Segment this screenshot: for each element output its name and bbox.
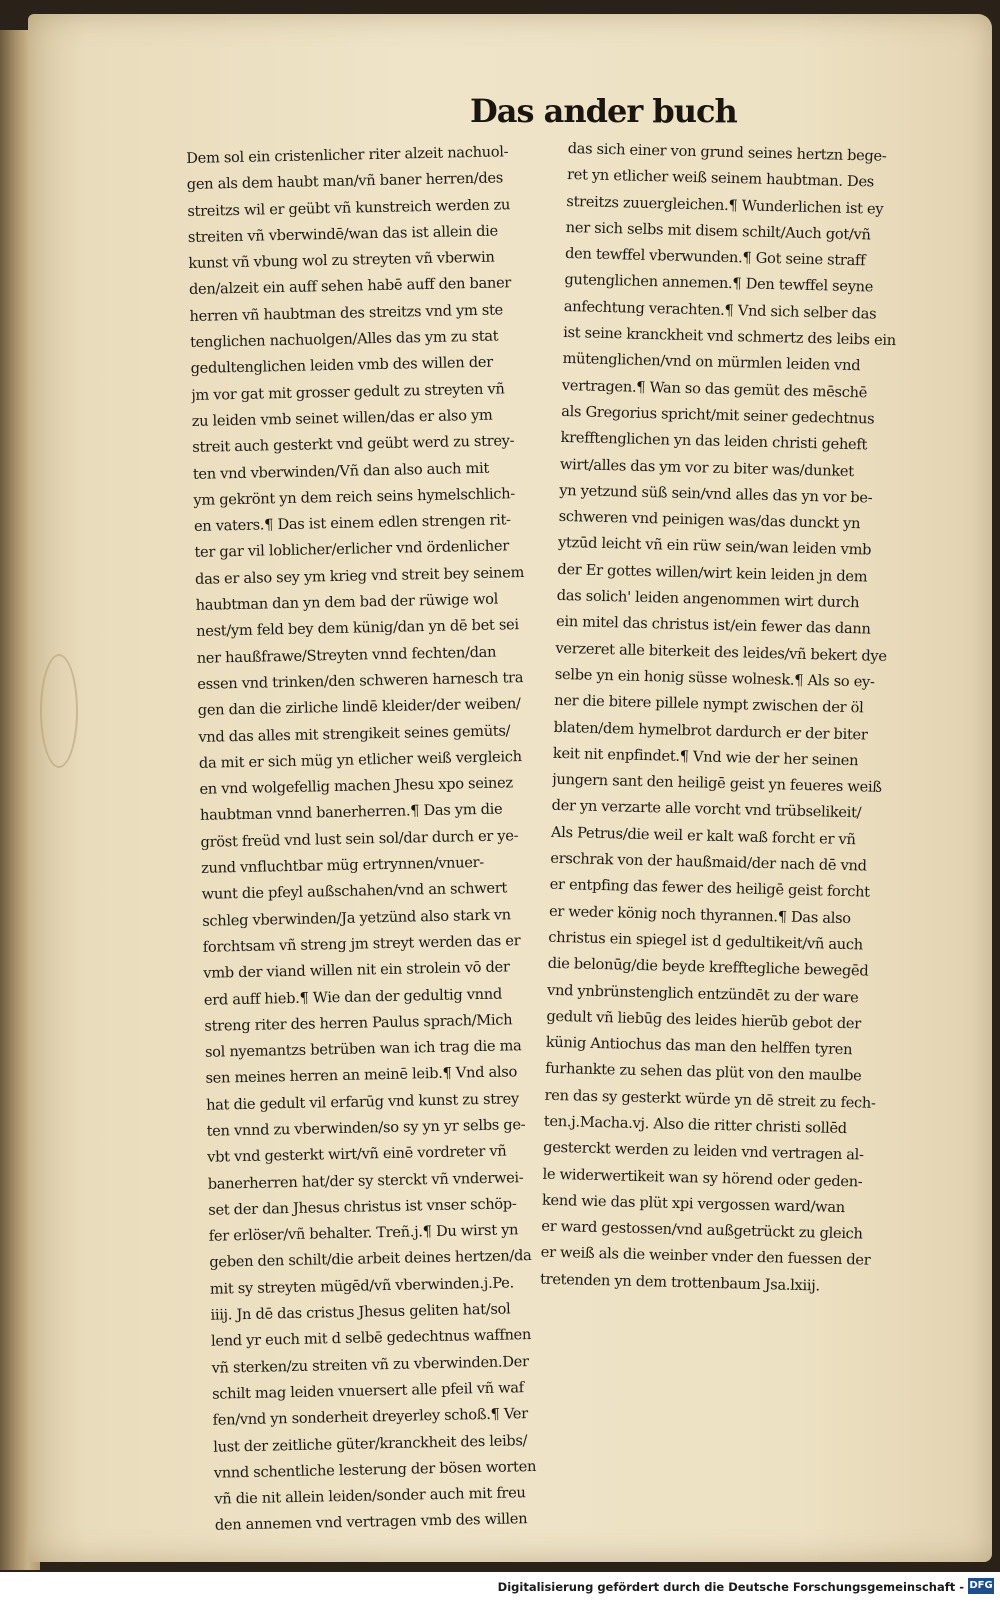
text-line: furhankte zu sehen das plüt von den maulbe bbox=[544, 1060, 862, 1085]
text-line: banerherren hat/der sy sterckt vñ vnderwei- bbox=[207, 1168, 524, 1193]
footer-bar bbox=[0, 1572, 1000, 1602]
left-text-column bbox=[186, 138, 585, 1539]
page-stain bbox=[40, 654, 78, 768]
right-text-column bbox=[540, 136, 938, 1302]
text-line: streiten vñ vberwindē/wan das ist allein die bbox=[187, 222, 499, 246]
text-line: er weiß als die weinber vnder den fuessen der bbox=[540, 1244, 871, 1270]
text-line: nest/ym feld bey dem künig/dan yn dē bet sei bbox=[195, 616, 519, 641]
text-line: künig Antiochus das man den helffen tyren bbox=[545, 1033, 853, 1059]
text-line: streit auch gesterkt vnd geübt werd zu strey- bbox=[192, 432, 515, 457]
text-line: gen dan die zirliche lindē kleider/der weiben/ bbox=[197, 695, 521, 720]
text-line: vñ sterken/zu streiten vñ zu vberwinden.Der bbox=[211, 1352, 529, 1377]
text-line: en vaters.¶ Das ist einem edlen strengen rit- bbox=[193, 511, 511, 536]
text-line: sol nyemantzs betrüben wan ich trag die ma bbox=[204, 1037, 522, 1061]
text-line: als Gregorius spricht/mit seiner gedechtnus bbox=[561, 402, 875, 428]
text-line: das solich' leiden angenommen wirt durch bbox=[556, 586, 860, 612]
text-line: mit sy streyten mügēd/vñ vberwinden.j.Pe. bbox=[209, 1274, 515, 1298]
text-line: vbt vnd gesterkt wirt/vñ einē vordreter vñ bbox=[207, 1142, 507, 1167]
text-line: ren das sy gesterkt würde yn dē streit zu fech- bbox=[544, 1086, 876, 1112]
text-line: haubtman dan yn dem bad der rüwige wol bbox=[195, 590, 499, 614]
text-line: ten.j.Macha.vj. Also die ritter christi sollēd bbox=[543, 1112, 848, 1138]
text-line: ytzūd leicht vñ ein rüw sein/wan leiden vmb bbox=[557, 534, 872, 559]
text-line: streng riter des herren Paulus sprach/Mich bbox=[204, 1011, 513, 1035]
text-line: set der dan Jhesus christus ist vnser schöp- bbox=[208, 1195, 517, 1219]
text-line: herren vñ haubtman des streitzs vnd ym ste bbox=[189, 301, 504, 325]
dfg-logo: DFG bbox=[968, 1578, 994, 1594]
text-line: vertragen.¶ Wan so das gemüt des mēschē bbox=[561, 376, 868, 402]
text-line: ner sich selbs mit disem schilt/Auch got/vñ bbox=[565, 218, 871, 244]
text-line: er entpfing das fewer des heiligē geist forcht bbox=[549, 876, 870, 901]
text-line: mütenglichen/vnd on mürmlen leiden vnd bbox=[562, 350, 861, 375]
text-line: wunt die pfeyl außschahen/vnd an schwert bbox=[201, 879, 508, 904]
text-line: streitzs wil er geübt vñ kunstreich werden zu bbox=[187, 195, 511, 220]
text-line: selbe yn ein honig süsse wolnesk.¶ Als so ey- bbox=[554, 665, 875, 691]
text-line: fer erlöser/vñ behalter. Treñ.j.¶ Du wirst yn bbox=[208, 1221, 519, 1245]
text-line: lend yr euch mit d selbē gedechtnus waffnen bbox=[210, 1326, 532, 1351]
text-line: krefftenglichen yn das leiden christi geheft bbox=[560, 429, 868, 454]
text-line: gen als dem haubt man/vñ baner herren/des bbox=[186, 169, 504, 194]
text-line: ten vnnd zu vberwinden/so sy yn yr selbs ge- bbox=[206, 1116, 526, 1140]
text-line: wirt/alles das ym vor zu biter was/dunket bbox=[559, 455, 855, 480]
text-line: keit nit enpfindet.¶ Vnd wie der her seinen bbox=[552, 744, 859, 770]
text-line: fen/vnd yn sonderheit dreyerley schoß.¶ Ver bbox=[212, 1405, 528, 1429]
text-line: ner haußfrawe/Streyten vnnd fechten/dan bbox=[196, 643, 497, 667]
text-line: die belonūg/die beyde krefftegliche bewegēd bbox=[547, 954, 869, 980]
text-line: den annemen vnd vertragen vmb des willen bbox=[214, 1510, 528, 1535]
text-line: iiij. Jn dē das cristus Jhesus geliten hat/sol bbox=[210, 1300, 511, 1324]
text-line: christus ein spiegel ist d gedultikeit/vñ auch bbox=[548, 928, 864, 954]
text-line: anfechtung verachten.¶ Vnd sich selber das bbox=[563, 297, 877, 323]
text-line: er weder könig noch thyrannen.¶ Das also bbox=[548, 902, 851, 927]
text-line: der Er gottes willen/wirt kein leiden jn dem bbox=[557, 560, 868, 586]
text-line: forchtsam vñ streng jm streyt werden das er bbox=[202, 932, 521, 956]
text-line: Als Petrus/die weil er kalt waß forcht er vñ bbox=[550, 823, 856, 848]
text-line: gröst freüd vnd lust sein sol/dar durch er ye- bbox=[200, 826, 519, 851]
text-line: gedultenglichen leiden vmb des willen der bbox=[190, 353, 493, 378]
text-line: hat die gedult vil erfarūg vnd kunst zu strey bbox=[205, 1089, 519, 1114]
text-line: schweren vnd peinigen was/das dunckt yn bbox=[558, 508, 861, 533]
text-line: ner die bitere pillele nympt zwischen der öl bbox=[553, 692, 864, 717]
text-line: zu leiden vmb seinet willen/das er also ym bbox=[191, 406, 493, 430]
text-line: das er also sey ym krieg vnd streit bey seinem bbox=[194, 563, 525, 588]
text-line: le widerwertikeit wan sy hörend oder geden- bbox=[542, 1165, 863, 1191]
text-line: sen meines herren an meinē leib.¶ Vnd also bbox=[205, 1063, 518, 1088]
text-line: ein mitel das christus ist/ein fewer das dann bbox=[555, 613, 871, 638]
text-line: das sich einer von grund seines hertzn bege- bbox=[567, 139, 887, 165]
text-line: der yn verzarte alle vorcht vnd trübselikeit/ bbox=[551, 797, 862, 822]
text-line: gesterckt werden zu leiden vnd vertragen al- bbox=[543, 1138, 864, 1164]
text-line: blaten/dem hymelbrot dardurch er der biter bbox=[553, 718, 868, 744]
text-line: da mit er sich müg yn etlicher weiß vergleich bbox=[198, 747, 522, 772]
text-line: Dem sol ein cristenlicher riter alzeit nachuol- bbox=[186, 143, 509, 167]
text-line: ter gar vil loblicher/erlicher vnd ördenlicher bbox=[194, 537, 510, 562]
text-line: jm vor gat mit grosser gedult zu streyten vñ bbox=[191, 380, 505, 404]
text-line: en vnd wolgefellig machen Jhesu xpo seinez bbox=[199, 774, 513, 798]
text-line: haubtman vnnd banerherren.¶ Das ym die bbox=[199, 800, 503, 825]
text-line: tretenden yn dem trottenbaum Jsa.lxiij. bbox=[539, 1270, 821, 1295]
text-line: vmb der viand willen nit ein strolein vō der bbox=[203, 958, 510, 983]
text-line: ret yn etlicher weiß seinem haubtman. Des bbox=[566, 166, 875, 191]
text-line: kunst vñ vbung wol zu streyten vñ vberwin bbox=[188, 248, 495, 273]
text-line: ym gekrönt yn dem reich seins hymelschlich- bbox=[193, 485, 516, 509]
text-line: schleg vberwinden/Ja yetzünd also stark vn bbox=[202, 905, 511, 930]
running-title: Das ander buch bbox=[470, 92, 737, 130]
text-line: tenglichen nachuolgen/Alles das ym zu stat bbox=[189, 327, 499, 352]
text-line: er ward gestossen/vnd außgetrückt zu gleich bbox=[541, 1217, 863, 1243]
text-line: vnd ynbrünstenglich entzündēt zu der ware bbox=[546, 981, 859, 1006]
text-line: ist seine kranckheit vnd schmertz des leibs ein bbox=[562, 324, 897, 350]
text-line: vñ die nit allein leiden/sonder auch mit freu bbox=[214, 1484, 526, 1508]
text-line: erschrak von der haußmaid/der nach dē vnd bbox=[550, 849, 867, 875]
text-line: den/alzeit ein auff sehen habē auff den baner bbox=[188, 274, 512, 299]
text-line: gutenglichen annemen.¶ Den tewffel seyne bbox=[564, 271, 874, 296]
text-line: geben den schilt/die arbeit deines hertzen/da bbox=[209, 1247, 532, 1272]
funding-credit: Digitalisierung gefördert durch die Deutsche Forschungsgemeinschaft - bbox=[497, 1580, 964, 1594]
text-line: zund vnfluchtbar müg ertrynnen/vnuer- bbox=[200, 853, 485, 877]
text-line: lust der zeitliche güter/kranckheit des leibs/ bbox=[213, 1431, 528, 1456]
text-line: vnnd schentliche lesterung der bösen worten bbox=[213, 1457, 537, 1482]
text-line: streitzs zuuergleichen.¶ Wunderlichen ist ey bbox=[566, 192, 884, 218]
text-line: yn yetzund süß sein/vnd alles das yn vor be- bbox=[559, 481, 873, 507]
text-line: essen vnd trinken/den schweren harnesch tra bbox=[197, 668, 524, 693]
text-line: gedult vñ liebūg des leides hierūb gebot der bbox=[546, 1007, 862, 1033]
text-line: vnd das alles mit strengikeit seines gemüts/ bbox=[198, 721, 511, 746]
text-line: kend wie das plüt xpi vergossen ward/wan bbox=[541, 1191, 846, 1216]
text-line: den tewffel vberwunden.¶ Got seine straff bbox=[564, 245, 866, 270]
text-line: schilt mag leiden vnuersert alle pfeil vñ waf bbox=[211, 1379, 524, 1403]
text-line: jungern sant den heiligē geist yn feueres weiß bbox=[552, 770, 882, 796]
text-line: verzeret alle biterkeit des leides/vñ bekert dye bbox=[555, 639, 887, 665]
text-line: ten vnd vberwinden/Vñ dan also auch mit bbox=[192, 459, 490, 483]
text-line: erd auff hieb.¶ Wie dan der gedultig vnnd bbox=[203, 985, 503, 1009]
